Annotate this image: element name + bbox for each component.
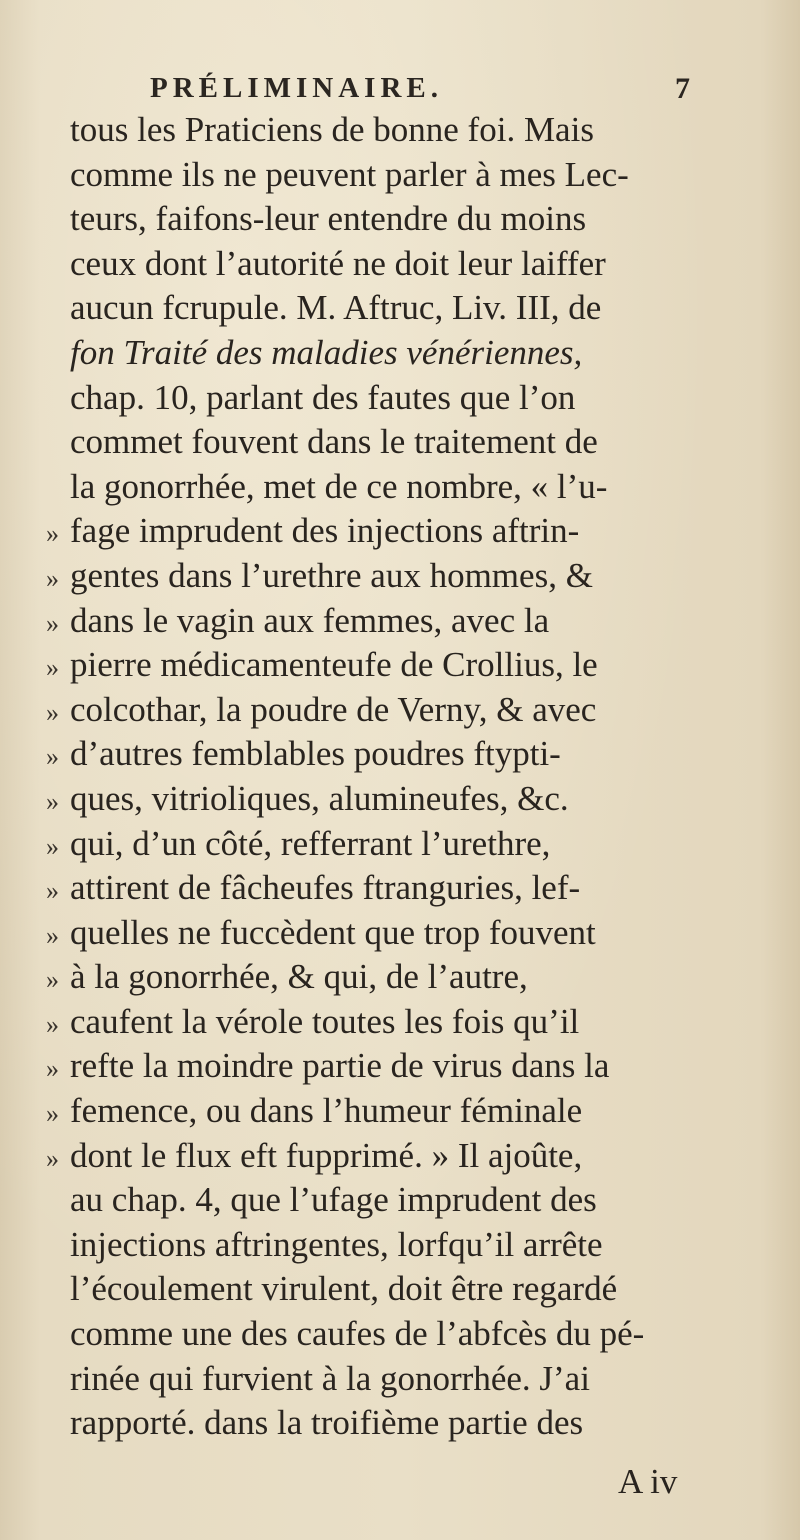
text-line <box>46 465 766 510</box>
text-line <box>46 955 766 1000</box>
line-text: l’écoulement virulent, doit être regardé <box>70 1269 618 1309</box>
text-line <box>46 108 766 153</box>
line-text: rapporté. dans la troifième partie des <box>70 1403 584 1443</box>
quote-mark: » <box>46 876 59 906</box>
line-text: ceux dont l’autorité ne doit leur laiffer <box>70 243 606 283</box>
quote-mark: » <box>46 831 59 861</box>
text-line <box>46 242 766 287</box>
line-text: aucun fcrupule. M. Aftruc, Liv. III, de <box>70 288 602 328</box>
quote-mark: » <box>46 519 59 549</box>
line-text: d’autres femblables poudres ftypti- <box>70 734 561 774</box>
line-text: qui, d’un côté, refferrant l’urethre, <box>70 823 551 863</box>
line-text: commet fouvent dans le traitement de <box>70 422 598 462</box>
quote-mark: » <box>46 920 59 950</box>
quote-mark: » <box>46 1054 59 1084</box>
line-text: dans le vagin aux femmes, avec la <box>70 600 550 640</box>
line-text: ques, vitrioliques, alumineufes, &c. <box>70 778 569 818</box>
text-line <box>46 509 766 554</box>
text-line <box>46 1223 766 1268</box>
line-text: fage imprudent des injections aftrin- <box>70 511 580 551</box>
line-text: dont le flux eft fupprimé. » Il ajoûte, <box>70 1135 583 1175</box>
quote-mark: » <box>46 742 59 772</box>
text-line <box>46 1000 766 1045</box>
line-text: quelles ne fuccèdent que trop fouvent <box>70 912 596 952</box>
text-line <box>46 554 766 599</box>
text-line <box>46 643 766 688</box>
line-text: comme une des caufes de l’abfcès du pé- <box>70 1314 645 1354</box>
text-line <box>46 286 766 331</box>
text-line <box>46 911 766 956</box>
text-line <box>46 1178 766 1223</box>
text-line <box>46 688 766 733</box>
text-line <box>46 777 766 822</box>
text-line <box>46 331 766 376</box>
line-text: caufent la vérole toutes les fois qu’il <box>70 1001 580 1041</box>
text-line <box>46 866 766 911</box>
text-line <box>46 1312 766 1357</box>
text-line <box>46 1044 766 1089</box>
text-line <box>46 599 766 644</box>
signature-mark: A iv <box>618 1462 678 1501</box>
line-text: attirent de fâcheufes ftranguries, lef- <box>70 868 581 908</box>
quote-mark: » <box>46 1009 59 1039</box>
line-text: à la gonorrhée, & qui, de l’autre, <box>70 957 528 997</box>
line-text: injections aftringentes, lorfqu’il arrête <box>70 1224 603 1264</box>
line-text: teurs, faifons-leur entendre du moins <box>70 199 587 239</box>
line-text: colcothar, la poudre de Verny, & avec <box>70 689 597 729</box>
quote-mark: » <box>46 697 59 727</box>
text-line <box>46 420 766 465</box>
line-text: tous les Praticiens de bonne foi. Mais <box>70 110 594 149</box>
line-text: chap. 10, parlant des fautes que l’on <box>70 377 576 417</box>
text-line <box>46 1089 766 1134</box>
line-text: la gonorrhée, met de ce nombre, « l’u- <box>70 466 608 506</box>
line-text: fon Traité des maladies vénériennes, <box>70 332 583 372</box>
line-text: refte la moindre partie de virus dans la <box>70 1046 610 1086</box>
quote-mark: » <box>46 1099 59 1129</box>
line-text: rinée qui furvient à la gonorrhée. J’ai <box>70 1358 590 1398</box>
text-line <box>46 822 766 867</box>
quote-mark: » <box>46 653 59 683</box>
quote-mark: » <box>46 608 59 638</box>
text-line <box>46 1267 766 1312</box>
quote-mark: » <box>46 563 59 593</box>
line-text: comme ils ne peuvent parler à mes Lec- <box>70 154 629 194</box>
quote-mark: » <box>46 1143 59 1173</box>
line-text: gentes dans l’urethre aux hommes, & <box>70 555 593 595</box>
text-line <box>46 1401 766 1446</box>
text-line <box>46 197 766 242</box>
line-text: femence, ou dans l’humeur féminale <box>70 1091 583 1131</box>
body-text <box>46 108 766 1446</box>
text-line <box>46 376 766 421</box>
text-line <box>46 1357 766 1402</box>
text-line <box>46 1134 766 1179</box>
quote-mark: » <box>46 965 59 995</box>
text-line <box>46 732 766 777</box>
quote-mark: » <box>46 786 59 816</box>
running-title: PRÉLIMINAIRE. <box>150 72 443 104</box>
text-line <box>46 153 766 198</box>
line-text: pierre médicamenteufe de Crollius, le <box>70 645 598 685</box>
page-header <box>150 72 690 112</box>
page-number: 7 <box>675 72 690 105</box>
line-text: au chap. 4, que l’ufage imprudent des <box>70 1180 597 1220</box>
